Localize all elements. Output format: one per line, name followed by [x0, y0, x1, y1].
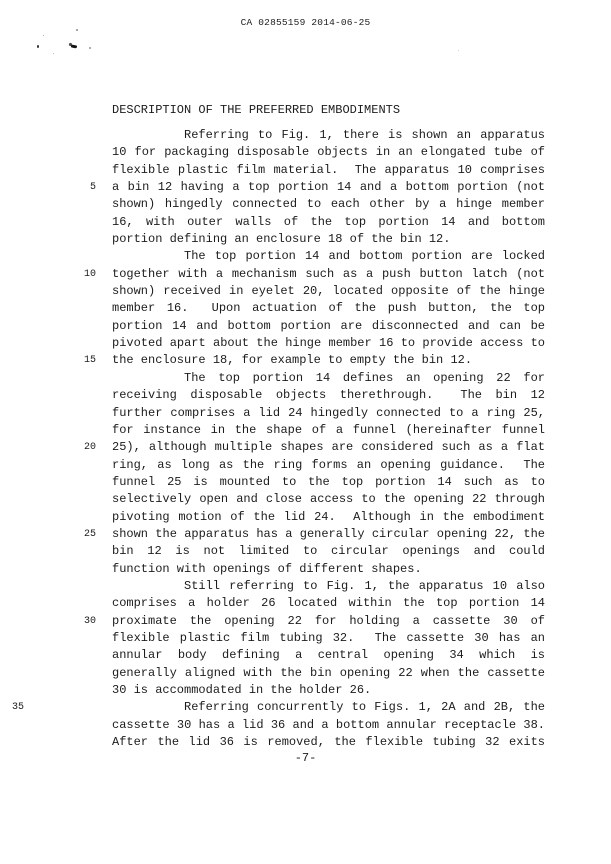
text-line [112, 248, 545, 265]
text-line-content: 10 for packaging disposable objects in an elongated tube of [112, 145, 545, 160]
text-line-content: proximate the opening 22 for holding a cassette 30 of [112, 613, 545, 628]
text-line [112, 578, 545, 595]
text-line-content: bin 12 is not limited to circular openings and could [112, 544, 545, 559]
text-line [83, 526, 545, 543]
text-line [83, 613, 545, 630]
scan-speck [37, 45, 39, 48]
text-line [112, 595, 545, 612]
text-line [112, 682, 545, 699]
text-line [112, 630, 545, 647]
text-line-content: portion defining an enclosure 18 of the bin 12. [112, 232, 451, 247]
text-line [112, 196, 545, 213]
scan-speck [458, 50, 459, 51]
text-line [112, 717, 545, 734]
text-line-content: 30 is accommodated in the holder 26. [112, 683, 372, 697]
text-line [112, 491, 545, 508]
text-line [112, 162, 545, 179]
text-line [112, 509, 545, 526]
text-line [83, 266, 545, 283]
scan-smudge [71, 44, 77, 48]
text-line-content: After the lid 36 is removed, the flexible tubing 32 exits [112, 735, 545, 750]
text-line [112, 405, 545, 422]
text-line-content: shown the apparatus has a generally circular opening 22, the [112, 526, 545, 541]
text-line [112, 734, 545, 751]
text-line [112, 283, 545, 300]
text-line [112, 474, 545, 491]
text-line-content: generally aligned with the bin opening 22 when the cassette [112, 665, 545, 680]
text-line-content: 25), although multiple shapes are considered such as a flat [112, 440, 545, 455]
text-line-content: for instance in the shape of a funnel (hereinafter funnel [112, 422, 545, 437]
text-line-content: Referring to Fig. 1, there is shown an apparatus [184, 128, 545, 142]
line-number: 25 [83, 528, 96, 540]
text-line-content: Still referring to Fig. 1, the apparatus 10 also [184, 578, 545, 593]
text-line [112, 231, 545, 248]
text-line [112, 300, 545, 317]
text-line [112, 318, 545, 335]
text-line-content: The top portion 14 defines an opening 22 for [184, 370, 545, 385]
page-number: -7- [294, 751, 317, 765]
text-line-content: selectively open and close access to the opening 22 through [112, 492, 545, 507]
text-line [112, 370, 545, 387]
text-line-content: The top portion 14 and bottom portion are locked [184, 249, 545, 264]
text-line-content: 16, with outer walls of the top portion 14 and bottom [112, 214, 545, 229]
line-number: 20 [83, 442, 96, 454]
scan-speck [76, 29, 78, 31]
text-line [112, 543, 545, 560]
text-line-content: function with openings of different shapes. [112, 561, 422, 576]
text-line-content: annular body defining a central opening 34 which is [112, 648, 545, 663]
text-line-content: further comprises a lid 24 hingedly connected to a ring 25, [112, 405, 545, 420]
body-text [11, 127, 545, 751]
text-line-content: cassette 30 has a lid 36 and a bottom annular receptacle 38. [112, 717, 545, 732]
text-line-content: the enclosure 18, for example to empty the bin 12. [112, 353, 473, 368]
text-line-content: pivoting motion of the lid 24. Although in the embodiment [112, 509, 545, 524]
text-line-content: together with a mechanism such as a push button latch (not [112, 266, 545, 281]
text-line [112, 422, 545, 439]
line-number: 5 [89, 182, 96, 194]
scan-speck [89, 47, 91, 49]
text-line [112, 335, 545, 352]
text-line [112, 647, 545, 664]
text-line-content: comprises a holder 26 located within the top portion 14 [112, 596, 545, 611]
line-number: 10 [83, 268, 96, 280]
text-line [112, 387, 545, 404]
line-number: 35 [11, 702, 24, 714]
text-line [11, 699, 545, 716]
text-line-content: flexible plastic film tubing 32. The cassette 30 has an [112, 630, 545, 645]
text-line-content: portion 14 and bottom portion are disconnected and can be [112, 318, 545, 333]
text-line [112, 127, 545, 144]
line-number: 15 [83, 355, 96, 367]
text-line [89, 179, 545, 196]
text-line [83, 439, 545, 456]
text-line [112, 214, 545, 231]
text-line-content: ring, as long as the ring forms an opening guidance. The [112, 457, 545, 472]
text-line-content: shown) hingedly connected to each other by a hinge member [112, 197, 545, 212]
text-line [112, 665, 545, 682]
text-line-content: Referring concurrently to Figs. 1, 2A and 2B, the [184, 700, 545, 715]
text-line [83, 352, 545, 369]
scan-speck [53, 53, 54, 54]
line-number: 30 [83, 615, 96, 627]
text-line-content: funnel 25 is mounted to the top portion 14 such as to [112, 474, 545, 489]
scan-speck [43, 35, 44, 36]
text-line-content: receiving disposable objects therethrough. The bin 12 [112, 388, 545, 403]
text-line-content: member 16. Upon actuation of the push button, the top [112, 301, 545, 316]
section-heading: DESCRIPTION OF THE PREFERRED EMBODIMENTS [112, 103, 401, 117]
text-line-content: shown) received in eyelet 20, located opposite of the hinge [112, 284, 545, 299]
text-line-content: flexible plastic film material. The apparatus 10 comprises [112, 162, 545, 177]
text-line [112, 561, 545, 578]
text-line-content: pivoted apart about the hinge member 16 to provide access to [112, 336, 545, 351]
text-line-content: a bin 12 having a top portion 14 and a bottom portion (not [112, 180, 545, 195]
text-line [112, 144, 545, 161]
text-line [112, 457, 545, 474]
document-header: CA 02855159 2014-06-25 [240, 17, 371, 28]
